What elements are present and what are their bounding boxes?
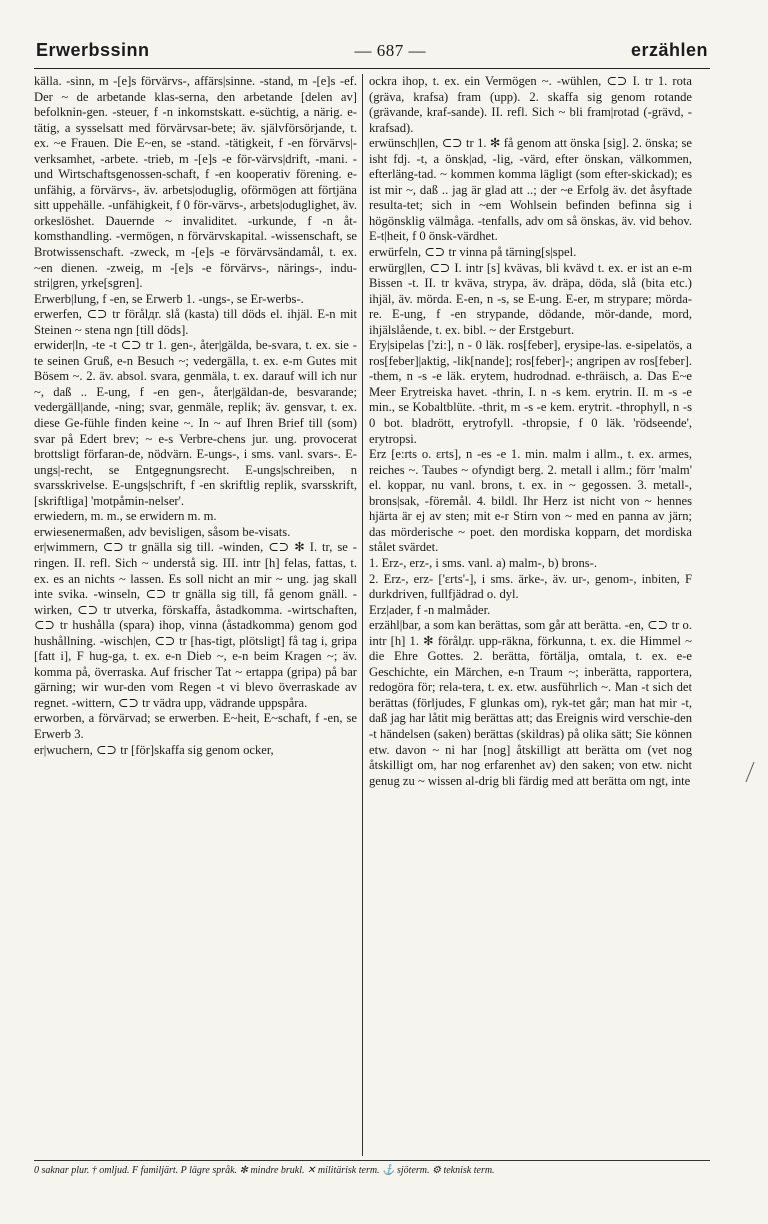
page-header	[36, 40, 708, 64]
dictionary-columns	[34, 74, 692, 1156]
dictionary-entry: erwiesenermaßen, adv bevisligen, såsom be-visats.	[34, 524, 291, 539]
page-number: — 687 —	[354, 41, 426, 60]
right-column	[363, 74, 692, 1156]
dictionary-entry: erworben, a förvärvad; se erwerben. E~heit, E~schaft, f -en, se Erwerb 3.	[34, 711, 357, 741]
dictionary-entry: erwürfeln, ⊂⊃ tr vinna på tärning[s|spel.	[369, 245, 577, 260]
dictionary-entry: erzähl|bar, a som kan berättas, som går att berätta. -en, ⊂⊃ tr o. intr [h] 1. ✻ förålдr. upp-räkna, förkunna, t. ex. die Himmel ~ die Ehre Gottes. 2. berätta, förtälja, omtala, t. ex. e-e Geschichte, ein Märchen, e-n Traum ~; inberätta, rapportera, redogöra för; rela-tera, t. ex. etw. ausführlich ~. Man -t sich det berättas (förljudes, F glunkas om), ryk-tet går; man hat mir -t, daß jag har låtit mig berättas att; das Ereignis wird verschie-den -t händelsen (saken) berättas (skildras) på olika sätt; Sie können etw. davon ~ ni har [nog] åtskilligt att berätta om (vet nog åtskilligt om, har nog erfarenhet av) den saken; von etw. nicht genug zu ~ wissen al-drig bli färdig med att berätta om ngt, inte	[369, 618, 692, 788]
dictionary-entry: Ery|sipelas ['zi:], n - 0 läk. ros[feber], erysipe-las. e-sipelatös, a ros[feber]|aktig, -lik[nande]; ros[feber]-; angripen av ros[feber]. -them, n -s -e läk. erytem, hudrodnad. e-thräisch, a. Das E~e Meer Erytreiska havet. -thrin, I. n -s kem. erytrin. II. m -s -e min., se Kobaltblüte. -thrit, m -s -e kem. erytrit. -throphyll, n -s 0 bot. bladrött, erytrofyll. -thropsie, f 0 läk. 'rödseende', erytropsi.	[369, 338, 692, 446]
dictionary-entry: erwerfen, ⊂⊃ tr förålдr. slå (kasta) till döds el. ihjäl. E-n mit Steinen ~ stena ngn [till döds].	[34, 307, 357, 337]
left-column	[34, 74, 363, 1156]
pencil-mark-icon	[742, 760, 758, 784]
dictionary-entry: erwider|ln, -te -t ⊂⊃ tr 1. gen-, åter|gälda, be-svara, t. ex. sie -te seinen Gruß, e-n Besuch ~; vedergälla, t. ex. e-m Gutes mit Bösem ~. 2. äv. absol. svara, genmäla, t. ex. darauf will ich nur ~, daß .. E-ung, f -en gen-, åter|gäldan-de, besvarande; vedergäll|ande, -ning; svar, genmäle, replik; äv. gensvar, t. ex. diese Ge-fühle finden keine ~. In ~ auf Ihren Brief till (som) svar på Edert brev; ~ e-s Verbre-chens jur. ung. provocerat brottsligt förfaran-de, nödvärn. E-ungs-, i sms. vanl. svars-. E-ungs|-recht, se Entgegnungsrecht. E-ungs|schreiben, n svarsskrivelse. E-ungs|schrift, f -en skriftlig replik, svarsskrift, [skriftliga] 'motpåmin-nelser'.	[34, 338, 357, 508]
dictionary-entry: Erz|ader, f -n malmåder.	[369, 602, 491, 617]
dictionary-entry: ockra ihop, t. ex. ein Vermögen ~. -wühlen, ⊂⊃ I. tr 1. rota (gräva, krafsa) fram (upp). 2. skaffa sig genom rotande (grävande, kraf-sande). II. refl. Sich ~ bli fram|rotad (-grävd, -krafsad).	[369, 74, 692, 135]
header-rule	[34, 68, 710, 69]
dictionary-entry: er|wuchern, ⊂⊃ tr [för]skaffa sig genom ocker,	[34, 742, 274, 757]
dictionary-entry: 2. Erz-, erz- ['ɛrts'-], i sms. ärke-, äv. ur-, genom-, inbiten, F durkdriven, fullfjädrad o. dyl.	[369, 571, 692, 602]
dictionary-entry: Erwerb|lung, f -en, se Erwerb 1. -ungs-, se Er-werbs-.	[34, 291, 304, 306]
dictionary-entry: erwiedern, m. m., se erwidern m. m.	[34, 509, 217, 524]
dictionary-entry: källa. -sinn, m -[e]s förvärvs-, affärs|sinne. -stand, m -[e]s -ef. Der ~ de arbetande klas-serna, den arbetande [delen av] befolknin-gen. -steuer, f -n inkomstskatt. e-süchtig, a närig. e-tätig, a sysselsatt med förvärvsar-bete; äv. självförsörjande, t. ex. ~e Frauen. Die E~en, se -stand. -tätigkeit, f -en förvärvs|-verksamhet, -arbete. -trieb, m -[e]s -e för-värvs|drift, -mani. - und Wirtschaftsgenossen-schaft, f -en kooperativ förening. e-unfähig, a förvärvs-, äv. arbets|oduglig, oförmögen att förtjäna sitt uppehälle. -unfähigkeit, f 0 för-värvs-, arbets|oduglighet, äv. orkeslöshet. Dauernde ~ invaliditet. -urkunde, f -n åt-komsthandling. -vermögen, n förvärvskapital. -wissenschaft, se Brotwissenschaft. -zweck, m -[e]s -e förvärvsändamål, t. ex. ~en dienen. -zweig, m -[e]s -e förvärvs-, närings-, indu-stri|gren, yrke[sgren].	[34, 74, 357, 291]
header-right-guideword: erzählen	[630, 40, 708, 60]
dictionary-entry: 1. Erz-, erz-, i sms. vanl. a) malm-, b) brons-.	[369, 555, 598, 570]
dictionary-entry: er|wimmern, ⊂⊃ tr gnälla sig till. -winden, ⊂⊃ ✻ I. tr, se -ringen. II. refl. Sich ~ understå sig. III. intr [h] felas, fattas, t. ex. es an nichts ~ lassen. Es soll nicht an mir ~ ung. jag skall inte svika. -winseln, ⊂⊃ tr gnälla sig till, få genom gnäll. -wirken, ⊂⊃ tr utverka, förskaffa, åstadkomma. -wirtschaften, ⊂⊃ tr hushålla (spara) ihop, vinna (åstadkomma) genom god hushållning. -wisch|en, ⊂⊃ tr [has-tigt, plötsligt] få tag i, gripa [fatt i], F hug-ga, t. ex. e-n Dieb ~, e-n beim Kragen ~; äv. komma på, överraska. Auf frischer Tat ~ ertappa (gripa) på bar gärning; wir wur-den vom Regen -t vi blevo överraskade av regnet. -wittern, ⊂⊃ tr vädra upp, vädrande uppspåra.	[34, 540, 357, 710]
abbreviation-legend: 0 saknar plur. † omljud. F familjärt. P lägre språk. ✻ mindre brukl. ✕ militärisk term. ⚓ sjöterm. ⚙ teknisk term.	[34, 1160, 710, 1176]
header-left-guideword: Erwerbssinn	[36, 40, 150, 60]
dictionary-entry: erwürg|len, ⊂⊃ I. intr [s] kvävas, bli kvävd t. ex. er ist an e-m Bissen -t. II. tr kväva, strypa, äv. dräpa, döda, slå (bita etc.) ihjäl, äv. mörda. E-en, n -s, se E-ung. E-er, m strypare; mörda-re. E-ung, f -en strypande, dödande, mör-dande, mord, ihjälslående, t. ex. bibl. ~ der Erstgeburt.	[369, 260, 692, 337]
dictionary-entry: erwünsch|len, ⊂⊃ tr 1. ✻ få genom att önska [sig]. 2. önska; se isht fdj. -t, a önsk|ad, -lig, -värd, efter önskan, välkommen, efterläng-tad. ~ kommen komma lägligt (som efter-skickad); es ist mir ~, daß .. jag är glad att ..; der ~e Erfolg äv. det åsyftade resulta-tet; sich in ~em Wohlsein befinden befinna sig i högönsklig välmåga. -tenfalls, adv om så önskas, äv. vid behov. E-t|heit, f 0 önsk-värdhet.	[369, 136, 692, 244]
dictionary-entry: Erz [e:rts o. ɛrts], n -es -e 1. min. malm i allm., t. ex. armes, reiches ~. Taubes ~ ofyndigt berg. 2. metall i allm.; förr 'malm' el. koppar, nu vanl. brons, t. ex. in ~ gegossen. 3. metall-, brons|sak, -föremål. 4. bildl. Ihr Herz ist nicht von ~ hennes hjärta är ej av sten; mit e-r Stirn von ~ med en panna av järn; das mörderische ~ poet. den mordiska kopparn, det mordiska stålet svärdet.	[369, 447, 692, 555]
